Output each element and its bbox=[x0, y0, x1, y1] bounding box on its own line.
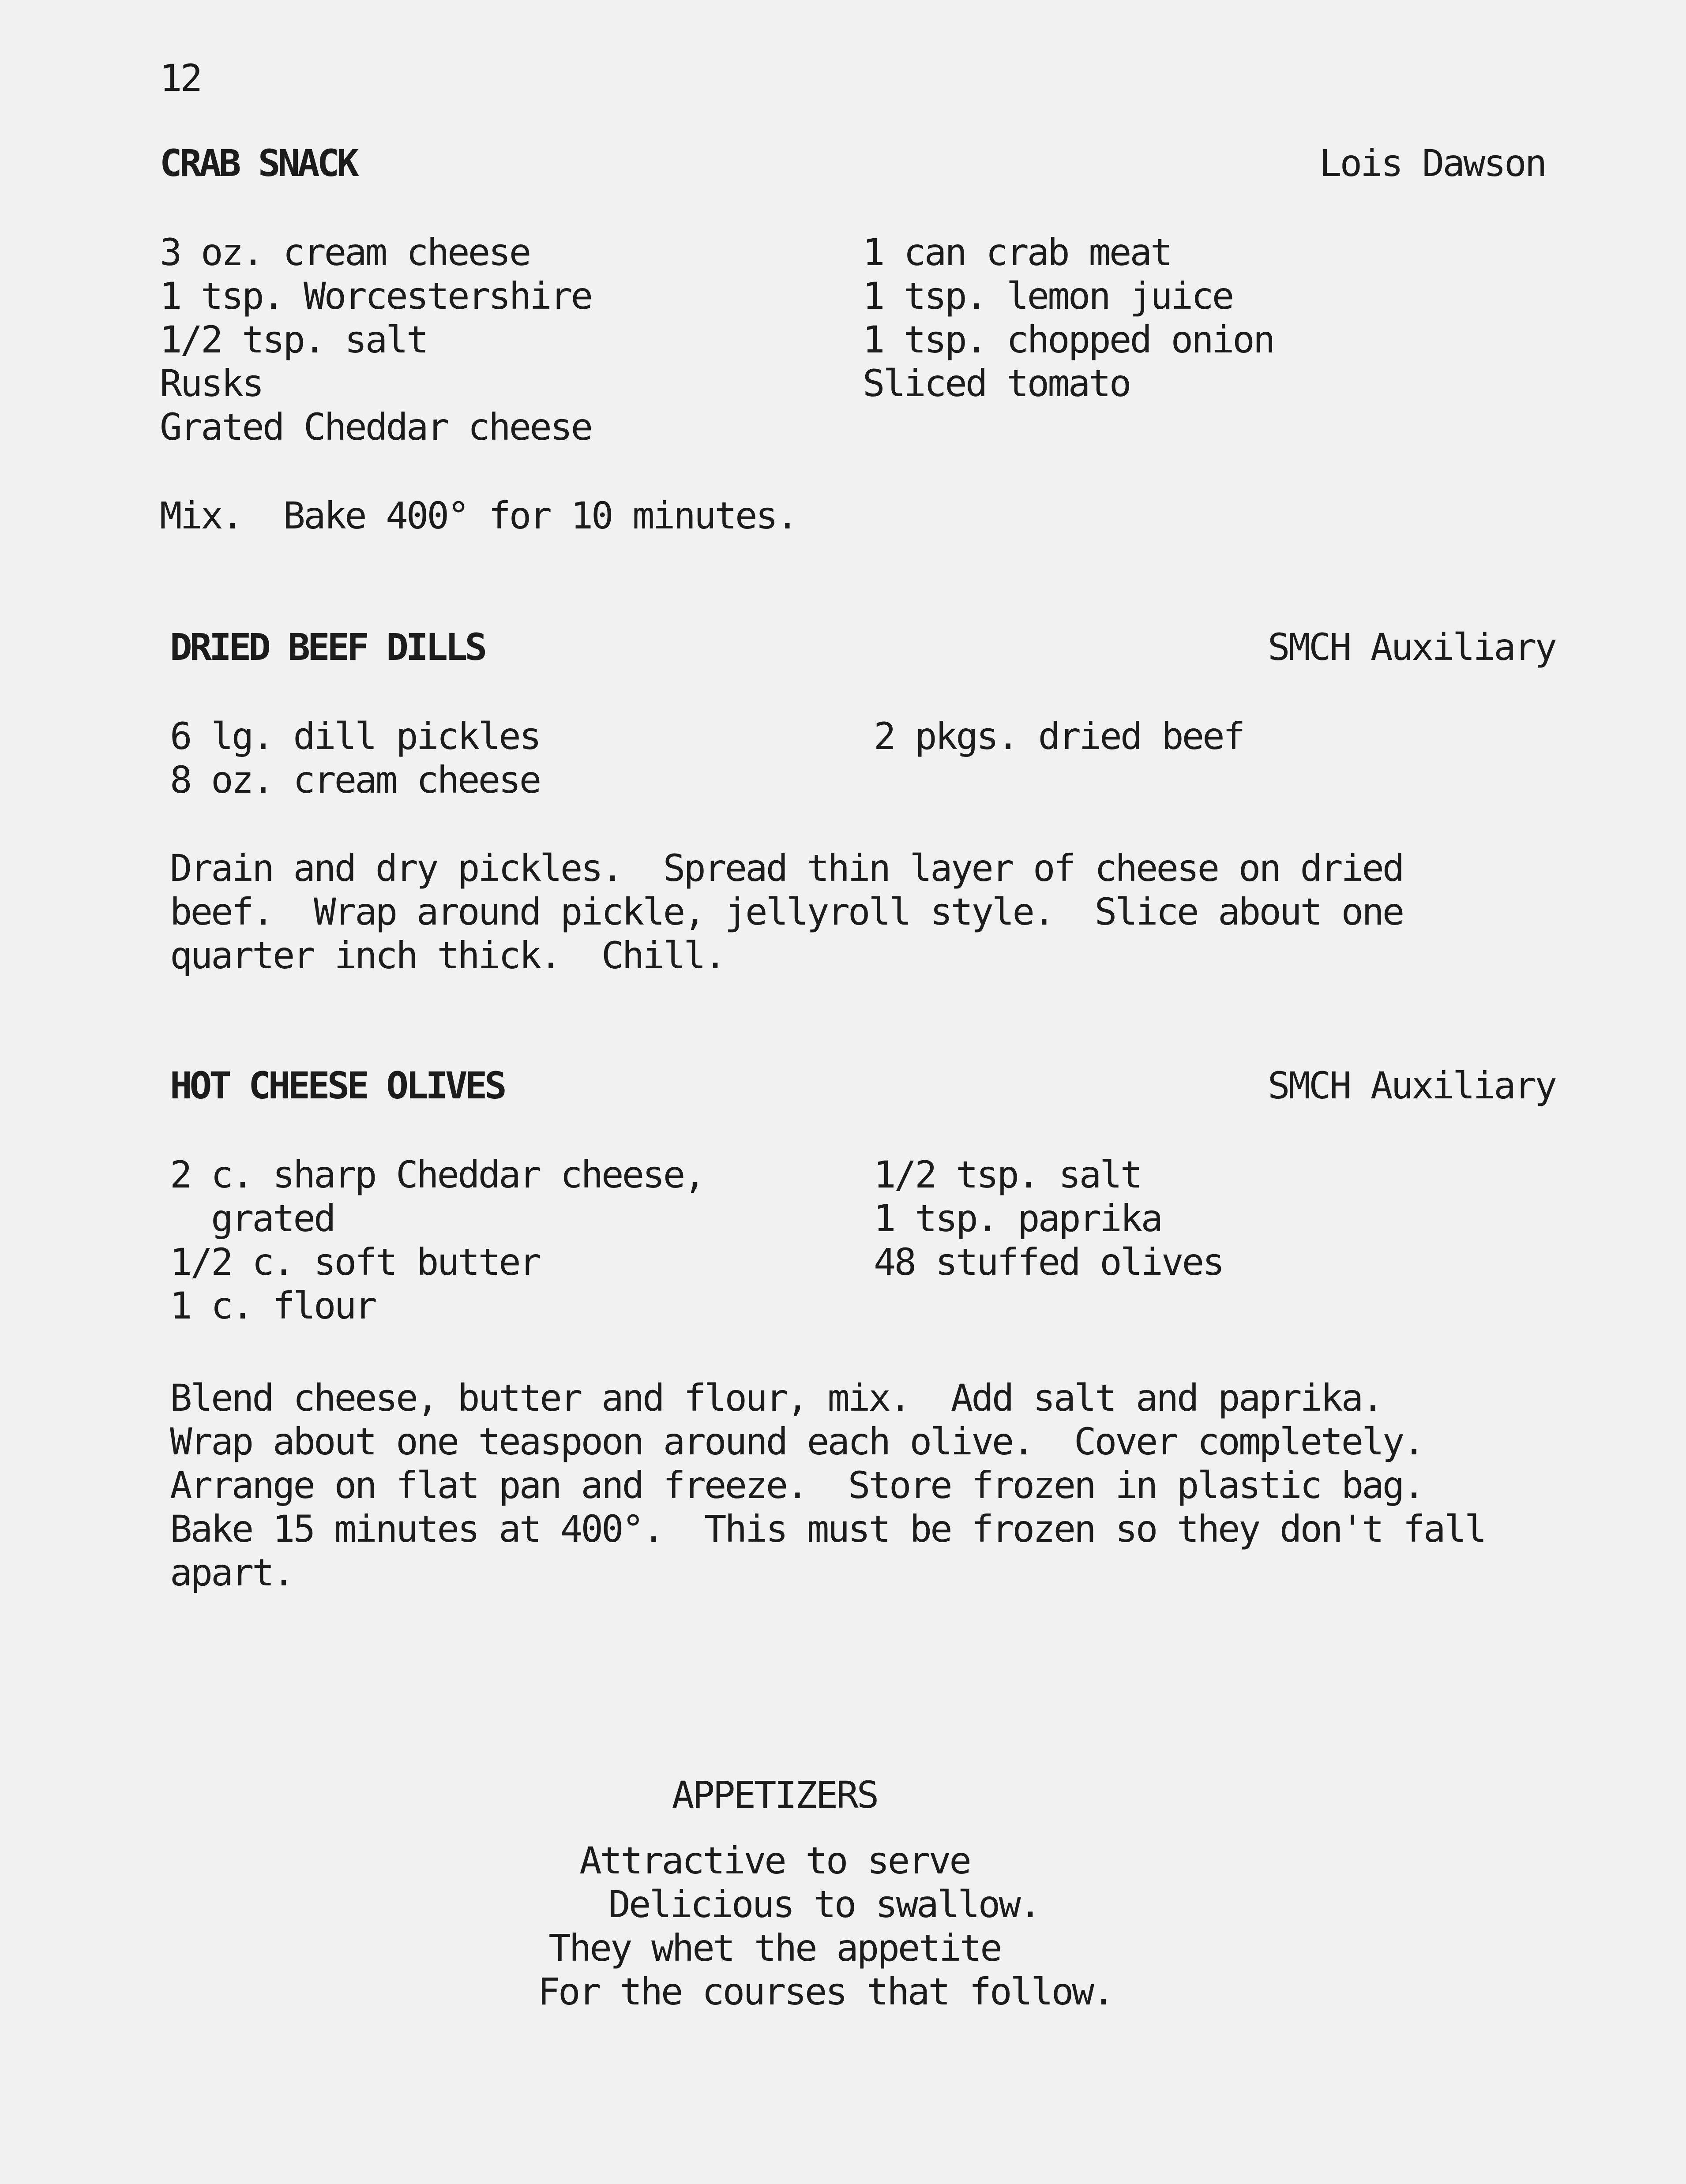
ingredient: grated bbox=[170, 1197, 334, 1240]
poem-line: Attractive to serve bbox=[579, 1839, 970, 1882]
recipe-contributor: SMCH Auxiliary bbox=[1268, 1064, 1556, 1107]
ingredient: 1/2 c. soft butter bbox=[170, 1240, 540, 1284]
direction-line: Drain and dry pickles. Spread thin layer of cheese on dried bbox=[170, 847, 1403, 890]
ingredient: Grated Cheddar cheese bbox=[160, 405, 592, 449]
ingredient: 1 tsp. Worcestershire bbox=[160, 274, 592, 318]
ingredient: 1 can crab meat bbox=[863, 231, 1171, 274]
ingredient: 1 tsp. chopped onion bbox=[863, 318, 1274, 361]
ingredient: 3 oz. cream cheese bbox=[160, 231, 530, 274]
recipe-contributor: SMCH Auxiliary bbox=[1268, 626, 1556, 669]
page-number: 12 bbox=[160, 56, 201, 100]
recipe-title: HOT CHEESE OLIVES bbox=[170, 1064, 504, 1107]
ingredient: 2 c. sharp Cheddar cheese, bbox=[170, 1153, 704, 1196]
ingredient: 1/2 tsp. salt bbox=[160, 318, 427, 361]
ingredient: 1 c. flour bbox=[170, 1284, 376, 1327]
recipe-title: CRAB SNACK bbox=[160, 142, 357, 185]
direction-line: Wrap about one teaspoon around each olive. Cover completely. bbox=[170, 1420, 1423, 1463]
poem-line: For the courses that follow. bbox=[537, 1970, 1113, 2013]
recipe-title: DRIED BEEF DILLS bbox=[170, 626, 485, 669]
direction-line: Arrange on flat pan and freeze. Store frozen in plastic bag. bbox=[170, 1464, 1423, 1507]
ingredient: Rusks bbox=[160, 362, 263, 405]
ingredient: 1/2 tsp. salt bbox=[874, 1153, 1141, 1196]
direction-line: Bake 15 minutes at 400°. This must be frozen so they don't fall bbox=[170, 1507, 1485, 1551]
direction-line: Blend cheese, butter and flour, mix. Add salt and paprika. bbox=[170, 1376, 1382, 1420]
ingredient: 2 pkgs. dried beef bbox=[874, 715, 1244, 758]
poem-line: Delicious to swallow. bbox=[608, 1883, 1040, 1926]
ingredient: 6 lg. dill pickles bbox=[170, 715, 540, 758]
poem-title: APPETIZERS bbox=[672, 1773, 878, 1817]
direction-line: quarter inch thick. Chill. bbox=[170, 934, 725, 977]
ingredient: 1 tsp. lemon juice bbox=[863, 274, 1233, 318]
poem-line: They whet the appetite bbox=[548, 1926, 1001, 1970]
ingredient: Sliced tomato bbox=[863, 362, 1130, 405]
recipe-contributor: Lois Dawson bbox=[1319, 142, 1546, 185]
ingredient: 48 stuffed olives bbox=[874, 1240, 1223, 1284]
ingredient: 8 oz. cream cheese bbox=[170, 758, 540, 802]
direction-line: beef. Wrap around pickle, jellyroll style. Slice about one bbox=[170, 890, 1403, 933]
ingredient: 1 tsp. paprika bbox=[874, 1197, 1162, 1240]
direction-line: apart. bbox=[170, 1551, 293, 1594]
direction-line: Mix. Bake 400° for 10 minutes. bbox=[160, 494, 797, 537]
